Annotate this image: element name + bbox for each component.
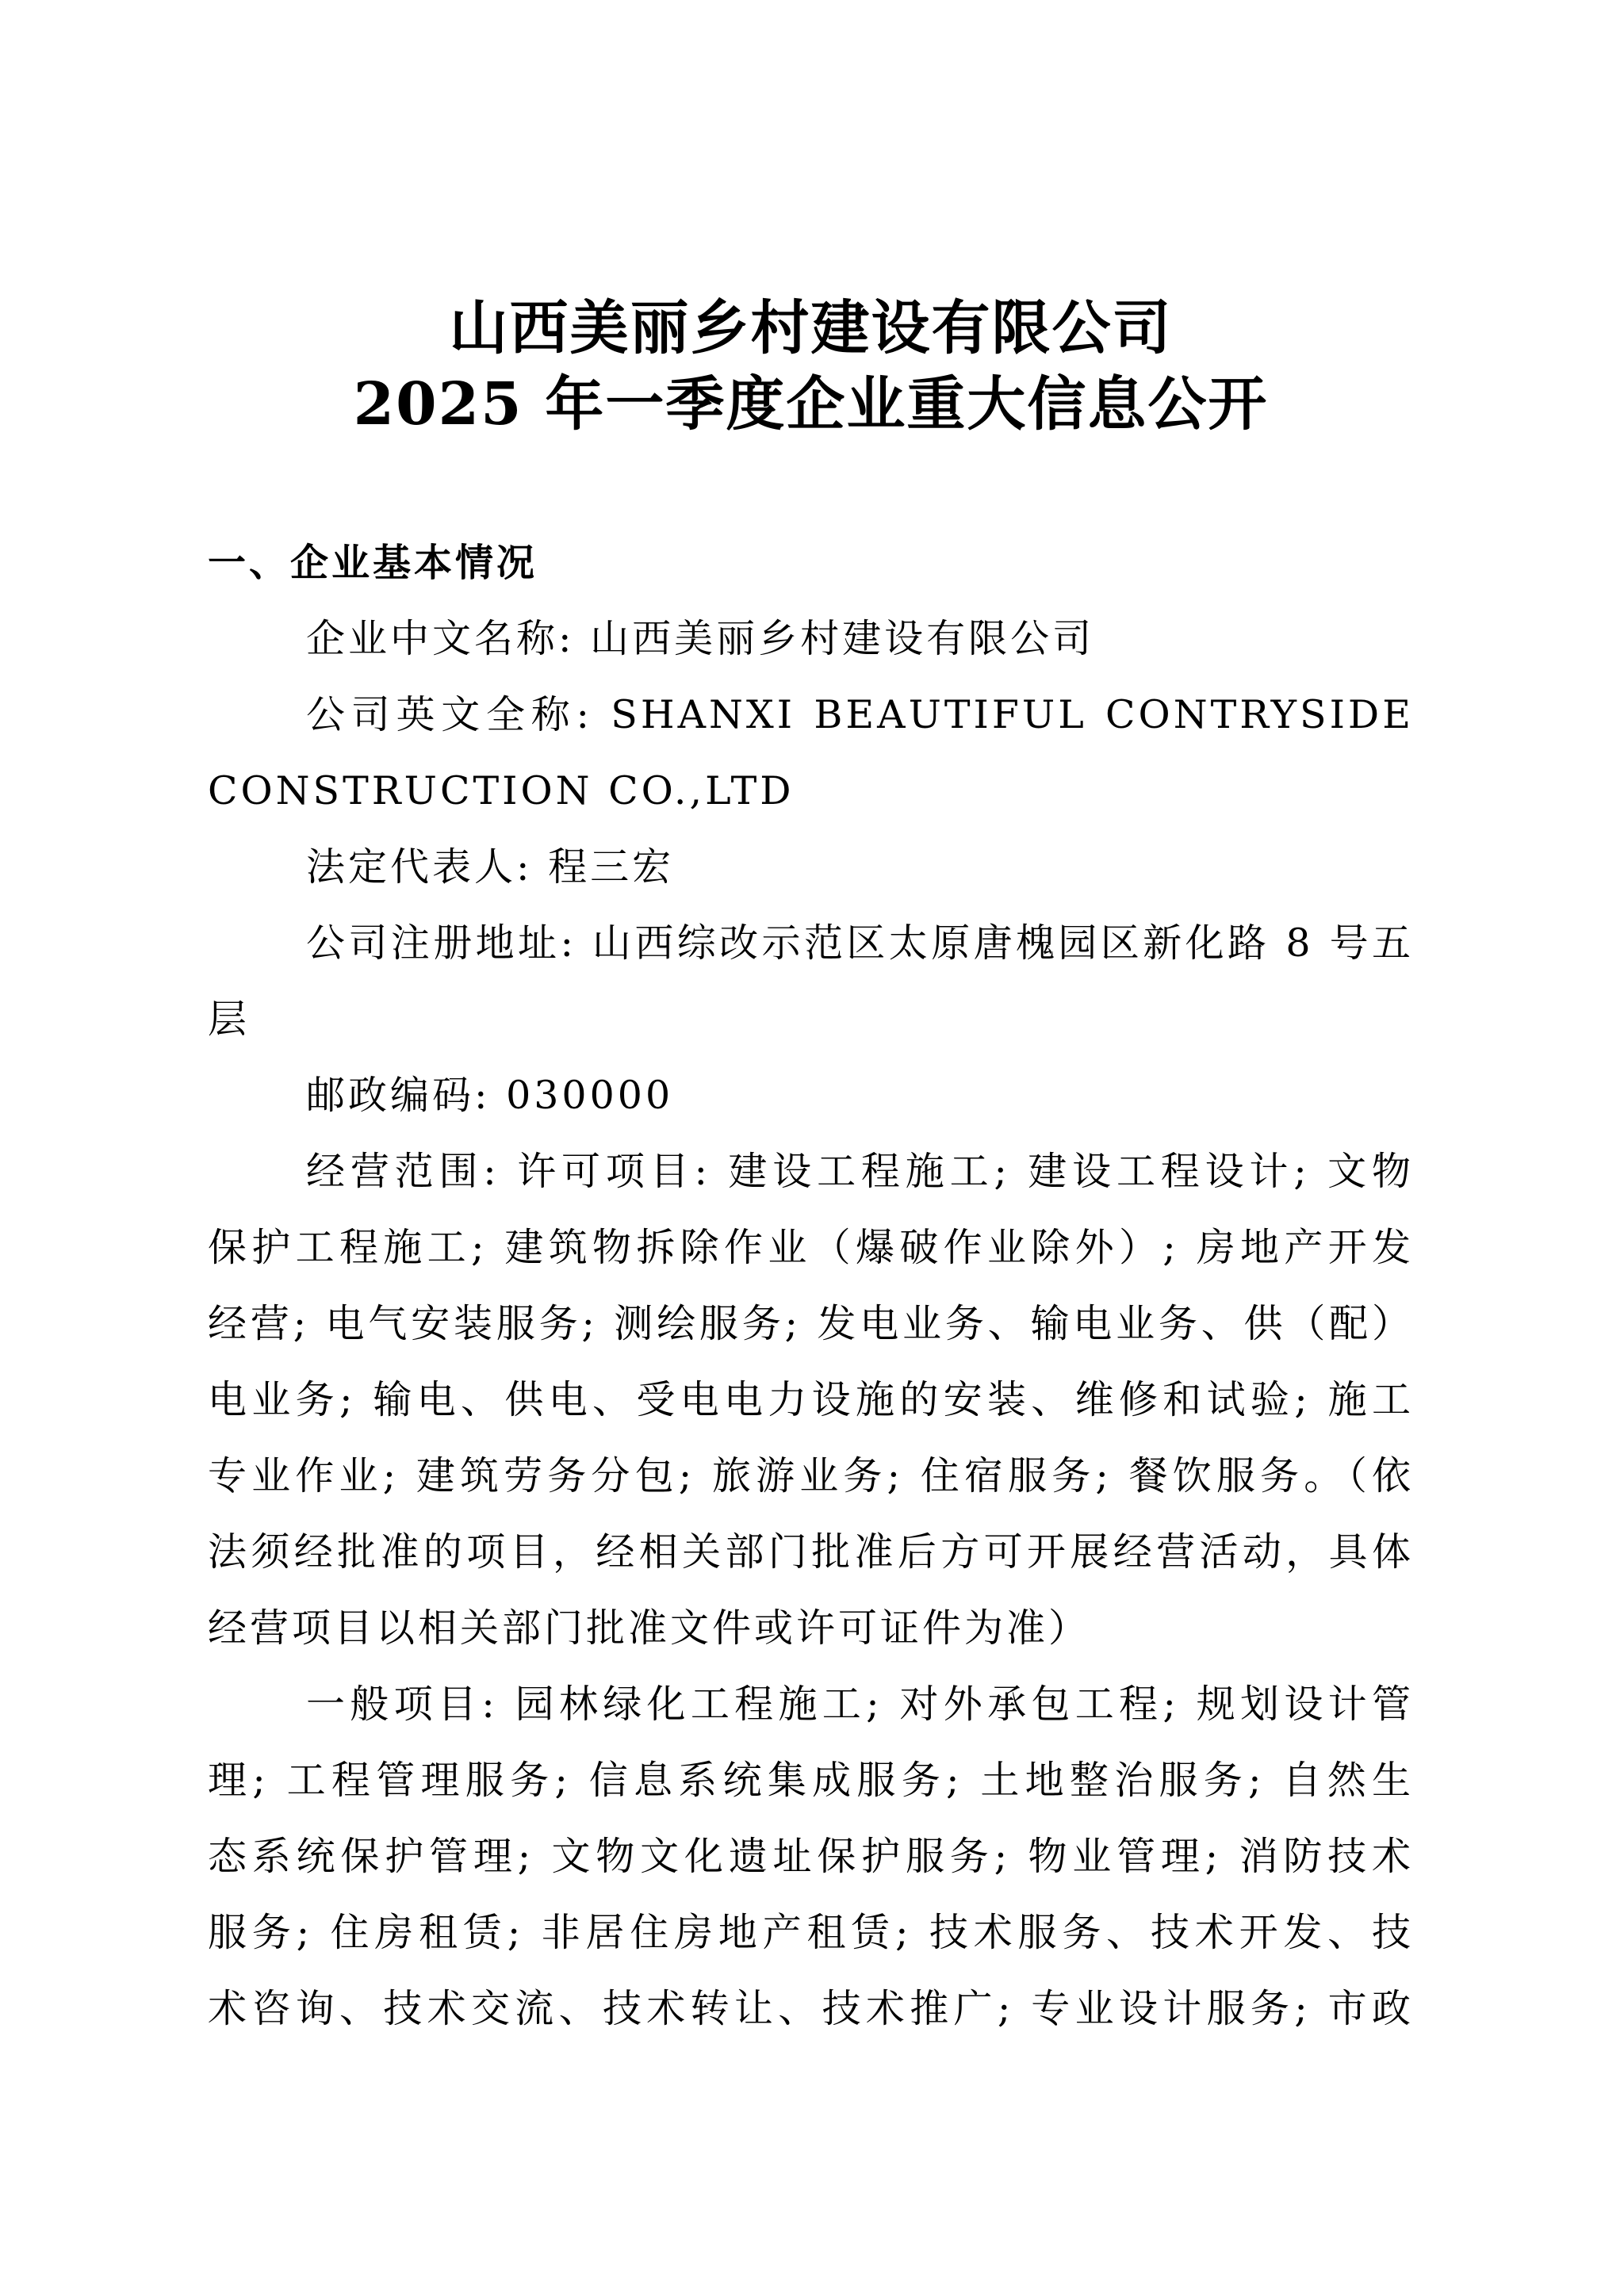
business-scope-licensed-line-6: 法须经批准的项目，经相关部门批准后方可开展经营活动，具体 (208, 1529, 1414, 1575)
title-line-1: 山西美丽乡村建设有限公司 (449, 294, 1173, 362)
legal-representative-line: 法定代表人: 程三宏 (306, 844, 675, 890)
business-scope-licensed-line-3: 经营; 电气安装服务; 测绘服务; 发电业务、输电业务、供（配） (208, 1301, 1414, 1346)
company-en-name-line-1: 公司英文全称: SHANXI BEAUTIFUL CONTRYSIDE (306, 692, 1414, 737)
company-cn-name-line: 企业中文名称: 山西美丽乡村建设有限公司 (306, 616, 1095, 661)
business-scope-licensed-line-2: 保护工程施工; 建筑物拆除作业（爆破作业除外）; 房地产开发 (208, 1225, 1414, 1270)
business-scope-licensed-line-1: 经营范围: 许可项目: 建设工程施工; 建设工程设计; 文物 (306, 1149, 1414, 1194)
title-line-2: 2025 年一季度企业重大信息公开 (353, 370, 1269, 438)
business-scope-general-line-5: 术咨询、技术交流、技术转让、技术推广; 专业设计服务; 市政 (208, 1986, 1414, 2031)
business-scope-general-line-2: 理; 工程管理服务; 信息系统集成服务; 土地整治服务; 自然生 (208, 1758, 1414, 1803)
registered-address-line-2: 层 (208, 997, 251, 1042)
business-scope-licensed-line-5: 专业作业; 建筑劳务分包; 旅游业务; 住宿服务; 餐饮服务。（依 (208, 1453, 1414, 1498)
registered-address-line-1: 公司注册地址: 山西综改示范区太原唐槐园区新化路 8 号五 (306, 920, 1414, 966)
business-scope-general-line-4: 服务; 住房租赁; 非居住房地产租赁; 技术服务、技术开发、技 (208, 1910, 1414, 1955)
business-scope-licensed-line-4: 电业务; 输电、供电、受电电力设施的安装、维修和试验; 施工 (208, 1377, 1414, 1422)
business-scope-licensed-line-7: 经营项目以相关部门批准文件或许可证件为准） (208, 1605, 1091, 1651)
business-scope-general-line-3: 态系统保护管理; 文物文化遗址保护服务; 物业管理; 消防技术 (208, 1834, 1414, 1879)
company-en-name-line-2: CONSTRUCTION CO.,LTD (208, 768, 795, 813)
document-title (208, 0, 1414, 442)
postal-code-line: 邮政编码: 030000 (306, 1073, 674, 1118)
section-heading: 一、企业基本情况 (208, 541, 538, 585)
business-scope-general-line-1: 一般项目: 园林绿化工程施工; 对外承包工程; 规划设计管 (306, 1682, 1414, 1727)
